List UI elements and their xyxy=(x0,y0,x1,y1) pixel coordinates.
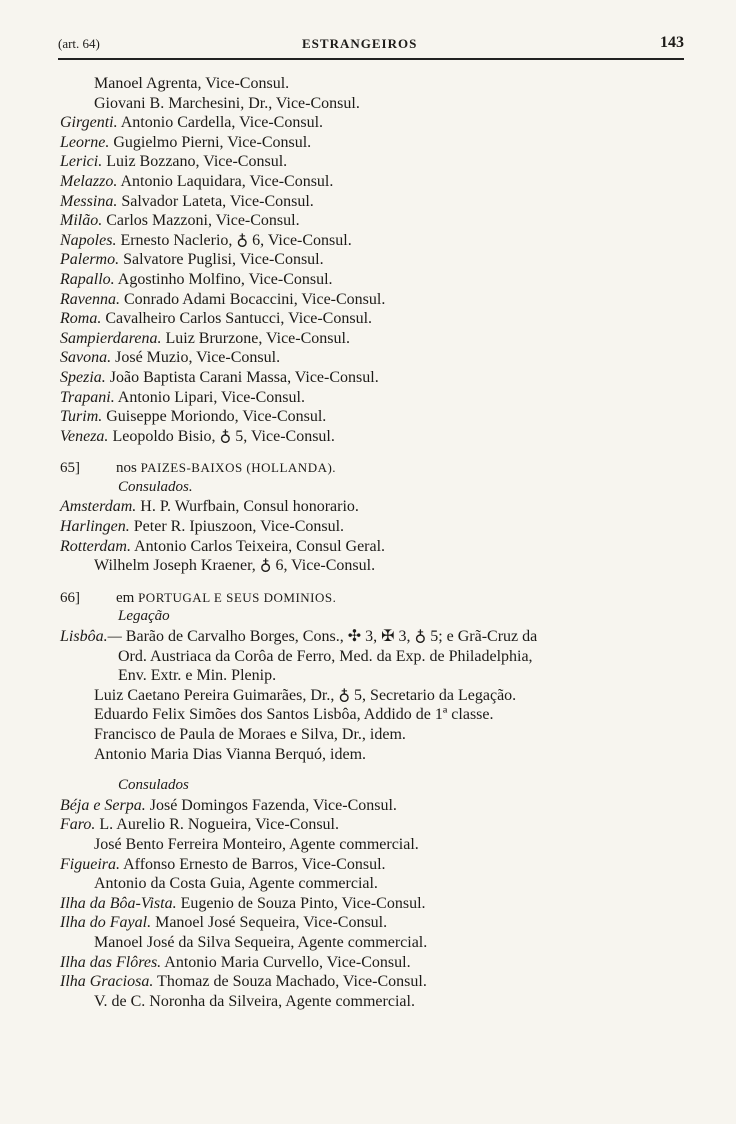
consulate-entry xyxy=(0,427,736,447)
consulate-entry xyxy=(0,368,736,388)
official-entry xyxy=(0,556,736,576)
entry-text: H. P. Wurfbain, Consul honorario. xyxy=(136,498,359,516)
entry-text: João Baptista Carani Massa, Vice-Consul. xyxy=(105,368,379,386)
consulate-entry xyxy=(0,627,736,647)
entry-text: Antonio Laquidara, Vice-Consul. xyxy=(117,172,334,190)
running-head xyxy=(58,34,684,58)
consulate-entry xyxy=(0,211,736,231)
place-name: Ilha do Fayal. xyxy=(60,914,152,932)
entry-text: V. de C. Noronha da Silveira, Agente commercial. xyxy=(94,992,415,1010)
article-reference: (art. 64) xyxy=(58,36,100,51)
consulate-entry xyxy=(0,152,736,172)
consulate-entry xyxy=(0,192,736,212)
section-number: 66] xyxy=(60,589,80,606)
place-name: Lerici. xyxy=(60,153,103,171)
official-entry xyxy=(0,74,736,94)
place-name: Sampierdarena. xyxy=(60,329,162,347)
place-name: Melazzo. xyxy=(60,172,118,190)
place-name: Veneza. xyxy=(60,427,109,445)
entry-text: Antonio Maria Curvello, Vice-Consul. xyxy=(161,953,411,971)
place-name: Lisbôa.— xyxy=(60,628,122,646)
place-name: Milão. xyxy=(60,212,103,230)
entry-text: Ord. Austriaca da Corôa de Ferro, Med. da Exp. de Philadelphia, xyxy=(118,647,533,665)
entry-text: Francisco de Paula de Moraes e Silva, Dr., idem. xyxy=(94,726,406,743)
consulate-entry xyxy=(0,172,736,192)
section-heading xyxy=(0,458,736,478)
entry-text: Luiz Caetano Pereira Guimarães, Dr., ♁ 5, Secretario da Legação. xyxy=(94,686,517,704)
consulate-entry xyxy=(0,815,736,835)
header-rule xyxy=(58,58,684,60)
consulate-entry xyxy=(0,537,736,557)
section-country: PAIZES-BAIXOS (HOLLANDA). xyxy=(140,460,337,476)
entry-text: Luiz Bozzano, Vice-Consul. xyxy=(102,153,288,171)
consulate-entry xyxy=(0,329,736,349)
official-entry xyxy=(0,666,736,686)
entry-text: Antonio Carlos Teixeira, Consul Geral. xyxy=(130,537,386,555)
consulate-entry xyxy=(0,894,736,914)
section-preposition: em xyxy=(116,589,139,606)
entry-text: Thomaz de Souza Machado, Vice-Consul. xyxy=(153,973,427,991)
entry-text: Manoel José da Silva Sequeira, Agente commercial. xyxy=(94,933,428,951)
place-name: Faro. xyxy=(60,816,96,834)
place-name: Rapallo. xyxy=(60,270,115,288)
entry-text: Manoel Agrenta, Vice-Consul. xyxy=(94,75,290,92)
place-name: Ravenna. xyxy=(60,290,120,308)
section-gap xyxy=(0,764,736,776)
page-number: 143 xyxy=(660,34,684,51)
consulate-entry xyxy=(0,953,736,973)
entry-text: José Bento Ferreira Monteiro, Agente commercial. xyxy=(94,835,419,853)
entry-text: Env. Extr. e Min. Plenip. xyxy=(118,667,277,685)
consulate-entry xyxy=(0,290,736,310)
entry-text: Antonio Lipari, Vice-Consul. xyxy=(114,388,305,406)
entry-list xyxy=(0,74,736,1011)
entry-text: Leopoldo Bisio, ♁ 5, Vice-Consul. xyxy=(108,427,335,445)
place-name: Rotterdam. xyxy=(60,537,131,555)
section-number: 65] xyxy=(60,460,80,477)
section-country: PORTUGAL E SEUS DOMINIOS. xyxy=(138,589,337,605)
consulate-entry xyxy=(0,348,736,368)
consulate-entry xyxy=(0,796,736,816)
place-name: Leorne. xyxy=(60,133,110,151)
entry-text: Eduardo Felix Simões dos Santos Lisbôa, Addido de 1ª classe. xyxy=(94,706,494,724)
place-name: Messina. xyxy=(60,192,118,210)
subsection-heading: Consulados xyxy=(118,777,189,794)
official-entry xyxy=(0,835,736,855)
place-name: Béja e Serpa. xyxy=(60,796,146,814)
consulate-entry xyxy=(0,309,736,329)
subsection-heading: Legação xyxy=(118,608,170,625)
entry-text: Antonio da Costa Guia, Agente commercial. xyxy=(94,875,378,893)
entry-text: José Muzio, Vice-Consul. xyxy=(111,349,281,367)
place-name: Ilha das Flôres. xyxy=(60,953,162,971)
section-preposition: nos xyxy=(116,460,141,477)
entry-text: Affonso Ernesto de Barros, Vice-Consul. xyxy=(120,855,386,873)
official-entry xyxy=(0,647,736,667)
consulate-entry xyxy=(0,270,736,290)
official-entry xyxy=(0,745,736,765)
entry-text: Conrado Adami Bocaccini, Vice-Consul. xyxy=(119,290,386,308)
entry-text: Peter R. Ipiuszoon, Vice-Consul. xyxy=(129,518,345,536)
entry-text: Giovani B. Marchesini, Dr., Vice-Consul. xyxy=(94,94,360,112)
place-name: Amsterdam. xyxy=(60,498,137,516)
entry-text: Carlos Mazzoni, Vice-Consul. xyxy=(102,212,300,230)
official-entry xyxy=(0,94,736,114)
section-heading xyxy=(0,588,736,608)
official-entry xyxy=(0,705,736,725)
place-name: Napoles. xyxy=(60,231,117,249)
official-entry xyxy=(0,933,736,953)
entry-text: Guiseppe Moriondo, Vice-Consul. xyxy=(102,408,327,426)
entry-text: Antonio Cardella, Vice-Consul. xyxy=(117,114,324,132)
entry-text: Wilhelm Joseph Kraener, ♁ 6, Vice-Consul. xyxy=(94,557,376,575)
consulate-entry xyxy=(0,388,736,408)
entry-text: Manoel José Sequeira, Vice-Consul. xyxy=(151,914,388,932)
entry-text: Eugenio de Souza Pinto, Vice-Consul. xyxy=(176,894,426,912)
entry-text: Barão de Carvalho Borges, Cons., ✣ 3, ✠ 3, ♁ 5; e Grã-Cruz da xyxy=(121,628,538,646)
place-name: Savona. xyxy=(60,349,112,367)
place-name: Turim. xyxy=(60,408,103,426)
entry-text: Cavalheiro Carlos Santucci, Vice-Consul. xyxy=(101,310,373,328)
place-name: Ilha Graciosa. xyxy=(60,973,154,991)
place-name: Roma. xyxy=(60,310,102,328)
entry-text: Salvador Lateta, Vice-Consul. xyxy=(117,192,314,210)
place-name: Ilha da Bôa-Vista. xyxy=(60,894,177,912)
place-name: Spezia. xyxy=(60,368,106,386)
entry-text: Antonio Maria Dias Vianna Berquó, idem. xyxy=(94,745,367,763)
consulate-entry xyxy=(0,407,736,427)
official-entry xyxy=(0,992,736,1012)
place-name: Trapani. xyxy=(60,388,115,406)
section-title: ESTRANGEIROS xyxy=(302,36,418,51)
consulate-entry xyxy=(0,133,736,153)
consulate-entry xyxy=(0,497,736,517)
entry-text: L. Aurelio R. Nogueira, Vice-Consul. xyxy=(95,816,339,834)
place-name: Harlingen. xyxy=(60,518,130,536)
official-entry xyxy=(0,686,736,706)
place-name: Figueira. xyxy=(60,855,120,873)
consulate-entry xyxy=(0,250,736,270)
entry-text: Gugielmo Pierni, Vice-Consul. xyxy=(109,133,312,151)
consulate-entry xyxy=(0,855,736,875)
entry-text: José Domingos Fazenda, Vice-Consul. xyxy=(145,796,397,814)
consulate-entry xyxy=(0,913,736,933)
consulate-entry xyxy=(0,517,736,537)
consulate-entry xyxy=(0,113,736,133)
place-name: Girgenti. xyxy=(60,114,118,132)
section-gap xyxy=(0,576,736,588)
consulate-entry xyxy=(0,231,736,251)
consulate-entry xyxy=(0,972,736,992)
official-entry xyxy=(0,725,736,745)
entry-text: Ernesto Naclerio, ♁ 6, Vice-Consul. xyxy=(116,231,352,249)
official-entry xyxy=(0,874,736,894)
entry-text: Agostinho Molfino, Vice-Consul. xyxy=(114,270,333,288)
entry-text: Luiz Brurzone, Vice-Consul. xyxy=(161,329,350,347)
entry-text: Salvatore Puglisi, Vice-Consul. xyxy=(119,251,324,269)
section-gap xyxy=(0,446,736,458)
subsection-heading: Consulados. xyxy=(118,478,193,495)
place-name: Palermo. xyxy=(60,251,120,269)
